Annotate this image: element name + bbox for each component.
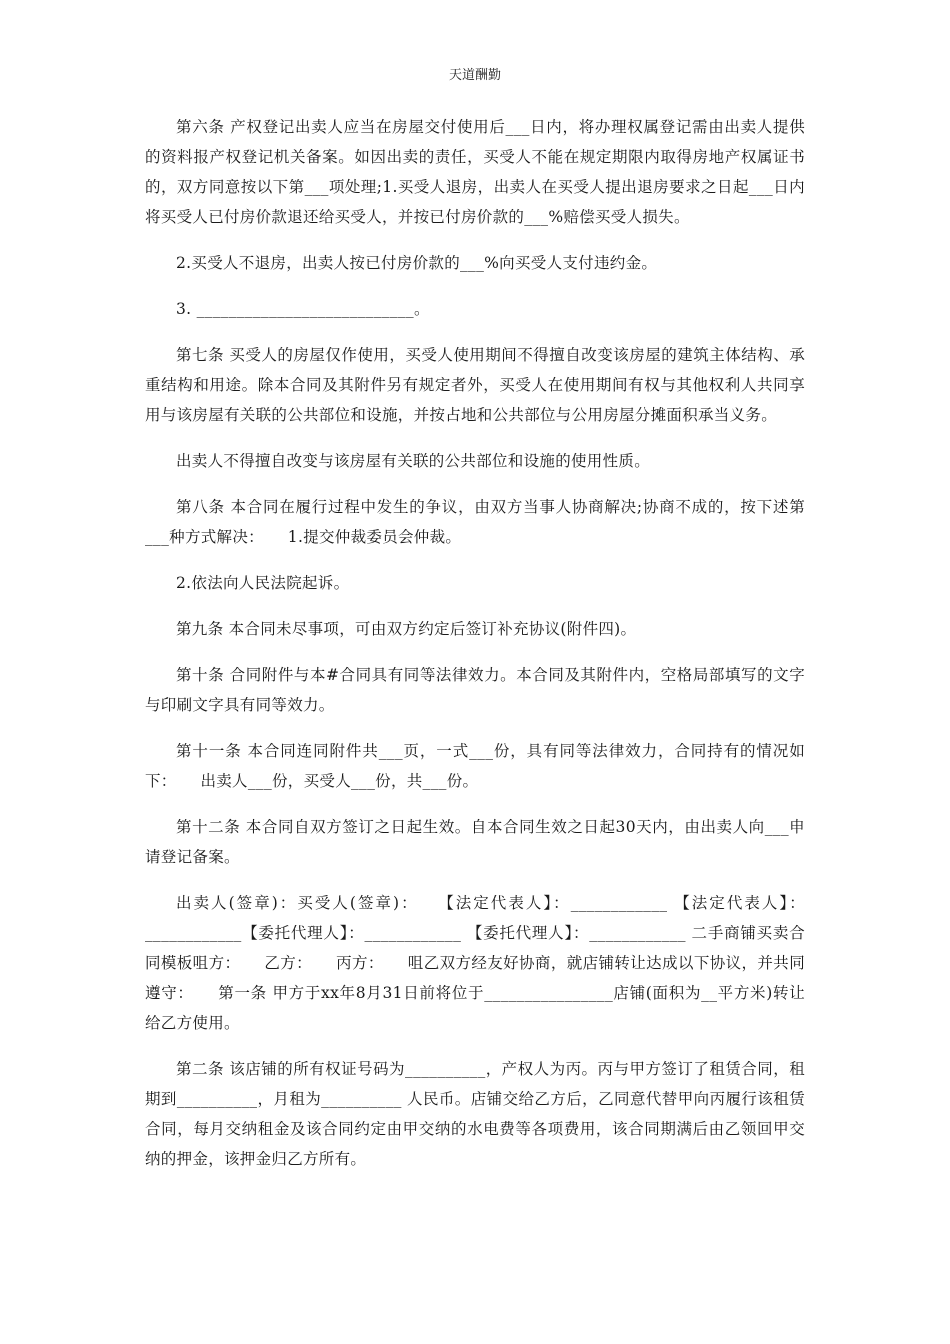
article-9: 第九条 本合同未尽事项，可由双方约定后签订补充协议(附件四)。 [176,620,637,638]
article-7: 第七条 买受人的房屋仅作使用，买受人使用期间不得擅自改变该房屋的建筑主体结构、承重结构和用途。除本合同及其附件另有规定者外，买受人在使用期间有权与其他权利人共同享用与该房屋有关联的公共部位和设施，并按占地和公共部位与公用房屋分摊面积承当义务。 [145,346,805,424]
signature-block: 出卖人(签章)：买受人(签章)： 【法定代表人】：____________ 【法定代表人】：____________【委托代理人】：____________ 【委托代理人】：____________ 二手商铺买卖合同模板咀方： 乙方： 丙方： 咀乙双方经友好协商，就店铺转让达成以下协议，并共同遵守： 第一条 甲方于xx年8月31日前将位于________________店铺(面积为__平方米)转让给乙方使用。 [145,894,805,1032]
article-11: 第十一条 本合同连同附件共___页，一式___份，具有同等法律效力，合同持有的情况如下： 出卖人___份，买受人___份，共___份。 [145,742,805,790]
document-body [145,112,805,1190]
article-8: 第八条 本合同在履行过程中发生的争议，由双方当事人协商解决;协商不成的，按下述第___种方式解决： 1.提交仲裁委员会仲裁。 [145,498,805,546]
article-7-note: 出卖人不得擅自改变与该房屋有关联的公共部位和设施的使用性质。 [176,452,651,470]
article-8-item-2: 2.依法向人民法院起诉。 [176,574,350,592]
article-6-item-2: 2.买受人不退房，出卖人按已付房价款的___%向买受人支付违约金。 [176,254,658,272]
article-10: 第十条 合同附件与本#合同具有同等法律效力。本合同及其附件内，空格局部填写的文字与印刷文字具有同等效力。 [145,666,805,714]
article-12: 第十二条 本合同自双方签订之日起生效。自本合同生效之日起30天内，由出卖人向___申请登记备案。 [145,818,805,866]
article-6: 第六条 产权登记出卖人应当在房屋交付使用后___日内，将办理权属登记需由出卖人提供的资料报产权登记机关备案。如因出卖的责任，买受人不能在规定期限内取得房地产权属证书的，双方同意按以下第___项处理;1.买受人退房，出卖人在买受人提出退房要求之日起___日内将买受人已付房价款退还给买受人，并按已付房价款的___%赔偿买受人损失。 [145,118,805,226]
article-6-item-3: 3. ___________________________。 [176,300,430,318]
shop-article-2: 第二条 该店铺的所有权证号码为__________，产权人为丙。丙与甲方签订了租赁合同，租期到__________，月租为__________ 人民币。店铺交给乙方后，乙同意代替甲向丙履行该租赁合同，每月交纳租金及该合同约定由甲交纳的水电费等各项费用，该合同期满后由乙领回甲交纳的押金，该押金归乙方所有。 [145,1060,805,1168]
page-header: 天道酬勤 [448,68,501,83]
